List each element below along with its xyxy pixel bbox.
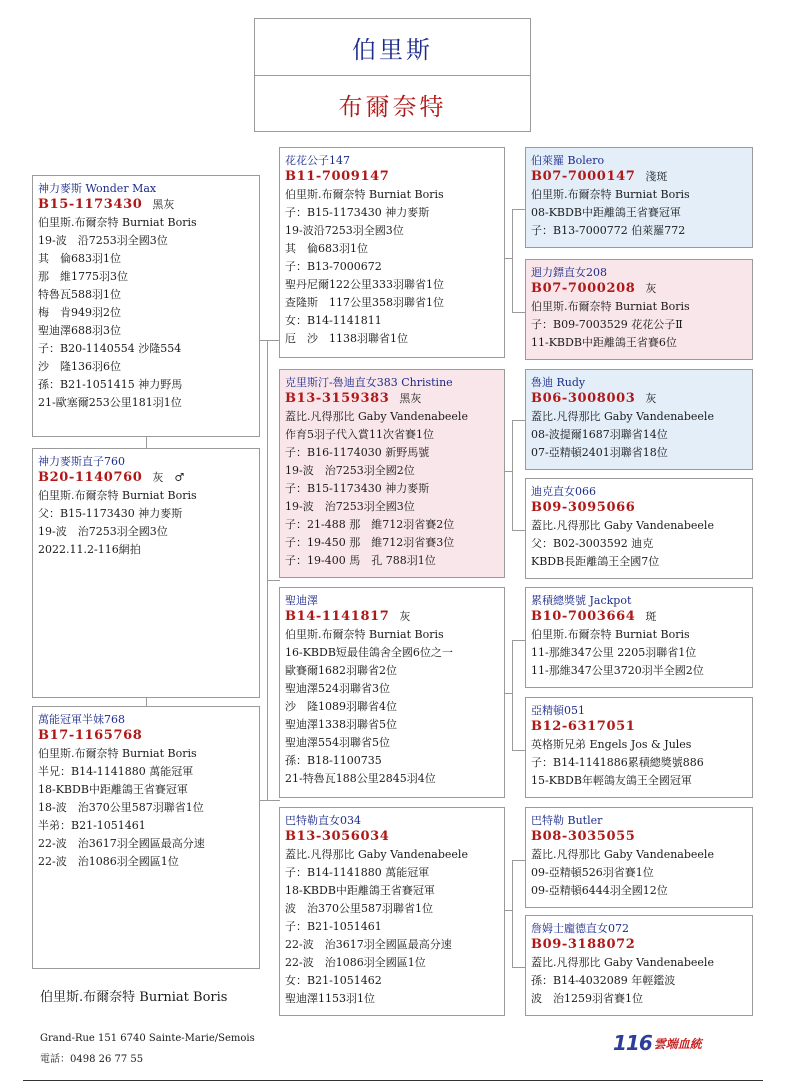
pigeon-name: 伯萊羅 Bolero (531, 154, 605, 167)
pigeon-name: 魯迪 Rudy (531, 376, 586, 389)
ring-number (285, 390, 500, 408)
breeder-signature: 伯里斯.布爾奈特 Burniat Boris (40, 990, 228, 1005)
connector (267, 800, 280, 801)
ring-number (531, 499, 748, 517)
pedigree-line: 波 治1259羽省賽1位 (531, 992, 643, 1005)
ring-number (531, 828, 748, 846)
pedigree-line: 聖迪澤524羽聯省3位 (285, 682, 390, 695)
ring-number-value: B10-7003664 (531, 609, 636, 624)
pigeon-color: 黑灰 (399, 392, 422, 405)
pedigree-line: 22-波 治3617羽全國區最高分速 (285, 938, 452, 951)
pedigree-line: 22-波 治1086羽全國區1位 (38, 855, 179, 868)
sire-sire-card (279, 147, 505, 358)
connector (512, 860, 526, 861)
pigeon-name: 迴力鏢直女208 (531, 266, 607, 279)
connector (512, 209, 513, 312)
pedigree-line: 半兄：B14-1141880 萬能冠軍 (38, 765, 194, 778)
ring-number-value: B17-1165768 (38, 728, 143, 743)
pedigree-line: 其 倫683羽1位 (38, 252, 121, 265)
dam-sire-card (279, 587, 505, 798)
sdd-card (525, 478, 753, 579)
pedigree-line: 蓋比.凡得那比 Gaby Vandenabeele (531, 519, 714, 532)
pigeon-color: 灰 (399, 610, 411, 623)
logo-number: 116 (613, 1031, 652, 1055)
pedigree-line: 其 倫683羽1位 (285, 242, 368, 255)
pedigree-line: 蓋比.凡得那比 Gaby Vandenabeele (285, 410, 468, 423)
connector (512, 860, 513, 967)
pedigree-line: 15-KBDB年輕鴿友鴿王全國冠軍 (531, 774, 692, 787)
pedigree-line: 父：B15-1173430 神力麥斯 (38, 507, 183, 520)
pedigree-line: 蓋比.凡得那比 Gaby Vandenabeele (531, 410, 714, 423)
connector (504, 258, 512, 259)
pedigree-line: 歐賽爾1682羽聯省2位 (285, 664, 397, 677)
pigeon-color: 淺斑 (645, 170, 668, 183)
pedigree-line: 11-KBDB中距離鴿王省賽6位 (531, 336, 677, 349)
pedigree-line: 英格斯兄弟 Engels Jos & Jules (531, 738, 692, 751)
pedigree-line: 09-亞精頓526羽省賽1位 (531, 866, 654, 879)
pedigree-line: 聖丹尼爾122公里333羽聯省1位 (285, 278, 444, 291)
pigeon-name: 亞精頓051 (531, 704, 585, 717)
pedigree-line: 伯里斯.布爾奈特 Burniat Boris (531, 628, 690, 641)
pigeon-name: 聖迪澤 (285, 594, 318, 607)
pedigree-line: 父：B02-3003592 迪克 (531, 537, 654, 550)
ddd-card (525, 915, 753, 1016)
connector (512, 640, 526, 641)
pigeon-color: 灰 (645, 282, 657, 295)
connector (504, 471, 512, 472)
pedigree-line: 22-波 治1086羽全國區1位 (285, 956, 426, 969)
breeder-last-name: 布爾奈特 (338, 93, 447, 121)
connector (512, 420, 526, 421)
dds-card (525, 807, 753, 908)
ring-number (285, 828, 500, 846)
pedigree-line: 11-那維347公里3720羽半全國2位 (531, 664, 704, 677)
pedigree-line: 子：19-400 馬 孔 788羽1位 (285, 554, 436, 567)
pedigree-line: 女：B21-1051462 (285, 974, 382, 987)
connector (512, 640, 513, 750)
logo (613, 1031, 702, 1055)
ring-number (285, 608, 500, 626)
pigeon-name: 累積總獎號 Jackpot (531, 594, 632, 607)
ring-number-value: B20-1140760 (38, 470, 143, 485)
pedigree-line: 子：B15-1173430 神力麥斯 (285, 482, 430, 495)
pedigree-line: 聖迪澤688羽3位 (38, 324, 121, 337)
logo-text: 雲端血統 (653, 1036, 702, 1051)
pedigree-line: 那 維1775羽3位 (38, 270, 128, 283)
pigeon-color: 灰 (645, 392, 657, 405)
connector (146, 437, 147, 448)
pedigree-line: 子：B13-7000772 伯萊羅772 (531, 224, 686, 237)
pedigree-line: 08-波提爾1687羽聯省14位 (531, 428, 668, 441)
pedigree-line: 18-波 治370公里587羽聯省1位 (38, 801, 204, 814)
pedigree-line: 19-波沿7253羽全國3位 (285, 224, 404, 237)
ring-number (285, 168, 500, 186)
pedigree-line: 18-KBDB中距離鴿王省賽冠軍 (285, 884, 435, 897)
subject-card (32, 448, 260, 698)
pedigree-line: 子：B15-1173430 神力麥斯 (285, 206, 430, 219)
connector (146, 698, 147, 706)
pedigree-line: 孫：B14-4032089 年輕鑑波 (531, 974, 676, 987)
dss-card (525, 587, 753, 688)
pedigree-line: 伯里斯.布爾奈特 Burniat Boris (38, 216, 197, 229)
pigeon-name: 詹姆士龐德直女072 (531, 922, 629, 935)
ring-number-value: B14-1141817 (285, 609, 390, 624)
pedigree-line: 子：21-488 那 維712羽省賽2位 (285, 518, 455, 531)
pedigree-line: 伯里斯.布爾奈特 Burniat Boris (285, 188, 444, 201)
sire-dam-card (279, 369, 505, 578)
pedigree-line: 伯里斯.布爾奈特 Burniat Boris (38, 489, 197, 502)
pedigree-line: 聖迪澤1153羽1位 (285, 992, 375, 1005)
pedigree-line: 查隆斯 117公里358羽聯省1位 (285, 296, 444, 309)
phone: 電話：0498 26 77 55 (40, 1054, 144, 1065)
pedigree-line: 16-KBDB短最佳鴿舍全國6位之一 (285, 646, 453, 659)
pedigree-line: 子：19-450 那 維712羽省賽3位 (285, 536, 455, 549)
pedigree-line: 波 治370公里587羽聯省1位 (285, 902, 433, 915)
pedigree-line: KBDB長距離鴿王全國7位 (531, 555, 660, 568)
pedigree-line: 07-亞精頓2401羽聯省18位 (531, 446, 668, 459)
connector (504, 693, 512, 694)
ring-number-value: B08-3035055 (531, 829, 636, 844)
ring-number-value: B11-7009147 (285, 169, 390, 184)
pedigree-line: 伯里斯.布爾奈特 Burniat Boris (38, 747, 197, 760)
pedigree-line: 孫：B21-1051415 神力野馬 (38, 378, 183, 391)
pedigree-line: 蓋比.凡得那比 Gaby Vandenabeele (531, 956, 714, 969)
pedigree-line: 18-KBDB中距離鴿王省賽冠軍 (38, 783, 188, 796)
connector (259, 800, 267, 801)
ring-number (38, 727, 255, 745)
ring-number (38, 469, 255, 487)
connector (512, 209, 526, 210)
ring-number (531, 718, 748, 736)
pigeon-color: 灰 ♂ (152, 471, 185, 484)
ring-number-value: B13-3159383 (285, 391, 390, 406)
ring-number-value: B07-7000208 (531, 281, 636, 296)
pedigree-line: 子：B09-7003529 花花公子Ⅱ (531, 318, 683, 331)
bottom-rule (23, 1080, 763, 1081)
pedigree-line: 19-波 治7253羽全國2位 (285, 464, 415, 477)
pedigree-line: 半弟：B21-1051461 (38, 819, 146, 832)
pedigree-line: 2022.11.2-116網拍 (38, 543, 141, 556)
ring-number-value: B09-3095066 (531, 500, 636, 515)
pedigree-line: 梅 肯949羽2位 (38, 306, 121, 319)
ring-number (531, 168, 748, 186)
connector (512, 420, 513, 530)
pedigree-line: 子：B14-1141880 萬能冠軍 (285, 866, 430, 879)
pigeon-name: 花花公子147 (285, 154, 350, 167)
pigeon-name: 神力麥斯直子760 (38, 455, 125, 468)
ring-number-value: B06-3008003 (531, 391, 636, 406)
pigeon-name: 萬能冠軍半妹768 (38, 713, 125, 726)
address: Grand-Rue 151 6740 Sainte-Marie/Semois (40, 1033, 255, 1044)
pedigree-line: 女：B14-1141811 (285, 314, 382, 327)
pedigree-line: 聖迪澤1338羽聯省5位 (285, 718, 397, 731)
connector (267, 580, 280, 581)
pigeon-name: 神力麥斯 Wonder Max (38, 182, 157, 195)
pedigree-line: 特魯瓦588羽1位 (38, 288, 121, 301)
connector (512, 967, 526, 968)
pedigree-line: 伯里斯.布爾奈特 Burniat Boris (531, 300, 690, 313)
pedigree-line: 聖迪澤554羽聯省5位 (285, 736, 390, 749)
pigeon-name: 巴特勒 Butler (531, 814, 603, 827)
pedigree-line: 子：B13-7000672 (285, 260, 382, 273)
pedigree-line: 作育5羽子代入賞11次省賽1位 (285, 428, 434, 441)
pedigree-line: 08-KBDB中距離鴿王省賽冠軍 (531, 206, 681, 219)
pedigree-line: 子：B14-1141886累積總獎號886 (531, 756, 704, 769)
pedigree-line: 09-亞精頓6444羽全國12位 (531, 884, 668, 897)
pigeon-color: 斑 (645, 610, 657, 623)
pedigree-line: 21-歐塞爾253公里181羽1位 (38, 396, 182, 409)
pigeon-color: 黑灰 (152, 198, 175, 211)
sds-card (525, 369, 753, 470)
connector (504, 910, 512, 911)
pedigree-line: 孫：B18-1100735 (285, 754, 382, 767)
pedigree-line: 子：B20-1140554 沙隆554 (38, 342, 182, 355)
dsd-card (525, 697, 753, 798)
sire-card (32, 175, 260, 437)
pedigree-line: 19-波 沿7253羽全國3位 (38, 234, 168, 247)
connector (512, 750, 526, 751)
ring-number (531, 936, 748, 954)
pedigree-line: 伯里斯.布爾奈特 Burniat Boris (531, 188, 690, 201)
pedigree-line: 子：B21-1051461 (285, 920, 382, 933)
pedigree-line: 子：B16-1174030 新野馬號 (285, 446, 430, 459)
ring-number (38, 196, 255, 214)
dam-card (32, 706, 260, 969)
pedigree-line: 蓋比.凡得那比 Gaby Vandenabeele (531, 848, 714, 861)
pigeon-name: 巴特勒直女034 (285, 814, 361, 827)
connector (512, 530, 526, 531)
ring-number-value: B13-3056034 (285, 829, 390, 844)
breeder-first-name: 伯里斯 (255, 19, 530, 76)
pedigree-line: 22-波 治3617羽全國區最高分速 (38, 837, 205, 850)
pedigree-line: 11-那維347公里 2205羽聯省1位 (531, 646, 697, 659)
ring-number-value: B07-7000147 (531, 169, 636, 184)
sss-card (525, 147, 753, 248)
pigeon-name: 迪克直女066 (531, 485, 596, 498)
ring-number-value: B15-1173430 (38, 197, 143, 212)
pedigree-line: 19-波 治7253羽全國3位 (38, 525, 168, 538)
ring-number (531, 390, 748, 408)
ssd-card (525, 259, 753, 360)
pedigree-line: 沙 隆136羽6位 (38, 360, 121, 373)
ring-number-value: B09-3188072 (531, 937, 636, 952)
pedigree-line: 19-波 治7253羽全國3位 (285, 500, 415, 513)
dam-dam-card (279, 807, 505, 1016)
ring-number (531, 280, 748, 298)
pedigree-line: 伯里斯.布爾奈特 Burniat Boris (285, 628, 444, 641)
pigeon-name: 克里斯汀-魯迪直女383 Christine (285, 376, 453, 389)
connector (259, 340, 267, 341)
pedigree-line: 蓋比.凡得那比 Gaby Vandenabeele (285, 848, 468, 861)
pedigree-line: 厄 沙 1138羽聯省1位 (285, 332, 408, 345)
pedigree-line: 21-特魯瓦188公里2845羽4位 (285, 772, 436, 785)
ring-number-value: B12-6317051 (531, 719, 636, 734)
title-box (254, 18, 531, 132)
connector (512, 312, 526, 313)
connector (267, 340, 268, 800)
pedigree-line: 沙 隆1089羽聯省4位 (285, 700, 397, 713)
ring-number (531, 608, 748, 626)
